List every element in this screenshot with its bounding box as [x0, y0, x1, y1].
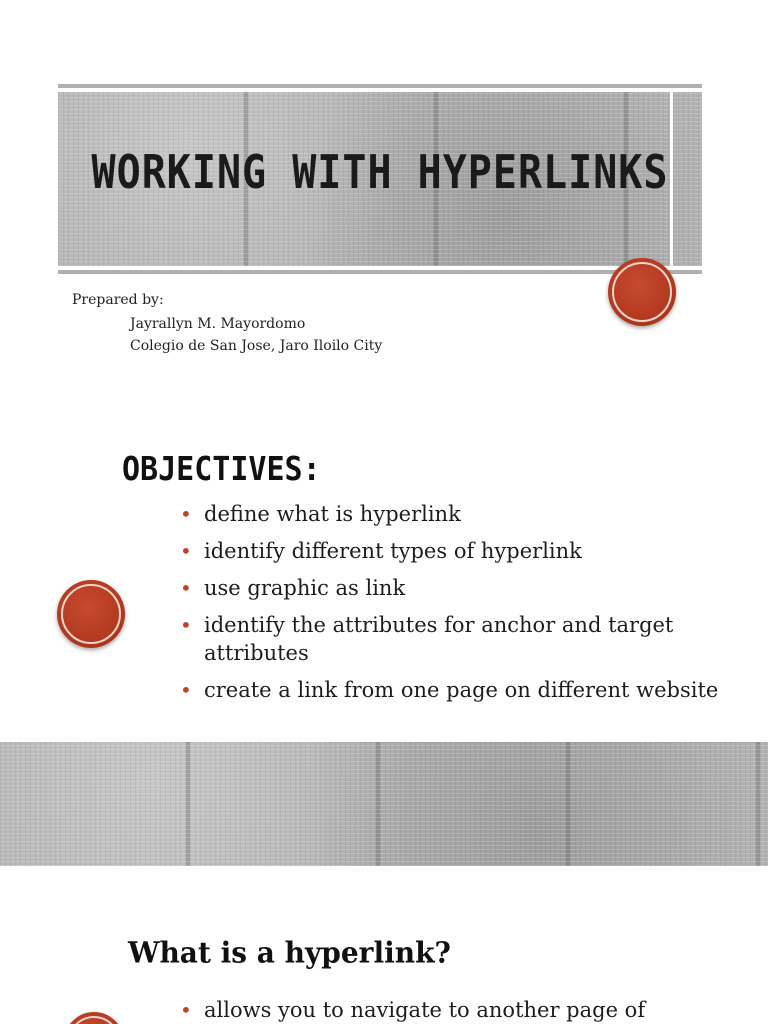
bullet-icon: •: [180, 613, 192, 637]
list-item: • allows you to navigate to another page of: [180, 998, 646, 1022]
objectives-heading: OBJECTIVES:: [122, 450, 321, 489]
bullet-icon: •: [180, 678, 192, 702]
banner-top-rule: [58, 84, 702, 88]
objectives-slide: [0, 392, 768, 868]
definition-list: [180, 996, 760, 1024]
bullet-icon: •: [180, 502, 192, 526]
list-item: • define what is hyperlink: [180, 502, 461, 526]
author-school: Colegio de San Jose, Jaro Iloilo City: [130, 338, 383, 354]
list-item: • identify different types of hyperlink: [180, 539, 582, 563]
question-heading: What is a hyperlink?: [128, 935, 451, 970]
list-item: • create a link from one page on different website: [180, 678, 719, 702]
decorative-circle-icon: [608, 258, 676, 326]
title-slide: [0, 0, 768, 392]
decorative-circle-icon: [57, 580, 125, 648]
bullet-icon: •: [180, 998, 192, 1022]
banner-bottom-rule: [58, 270, 702, 274]
decorative-circle-icon: [64, 1012, 124, 1024]
definition-slide: [0, 868, 768, 1024]
objectives-list: [180, 500, 740, 713]
list-item: • use graphic as link: [180, 576, 406, 600]
bullet-icon: •: [180, 576, 192, 600]
footer-banner: [0, 742, 768, 866]
slide-title: WORKING WITH HYPERLINKS: [91, 146, 669, 200]
author-name: Jayrallyn M. Mayordomo: [130, 316, 306, 332]
bullet-icon: •: [180, 539, 192, 563]
list-item: • identify the attributes for anchor and target attributes: [180, 613, 674, 665]
prepared-by-label: Prepared by:: [72, 292, 164, 308]
